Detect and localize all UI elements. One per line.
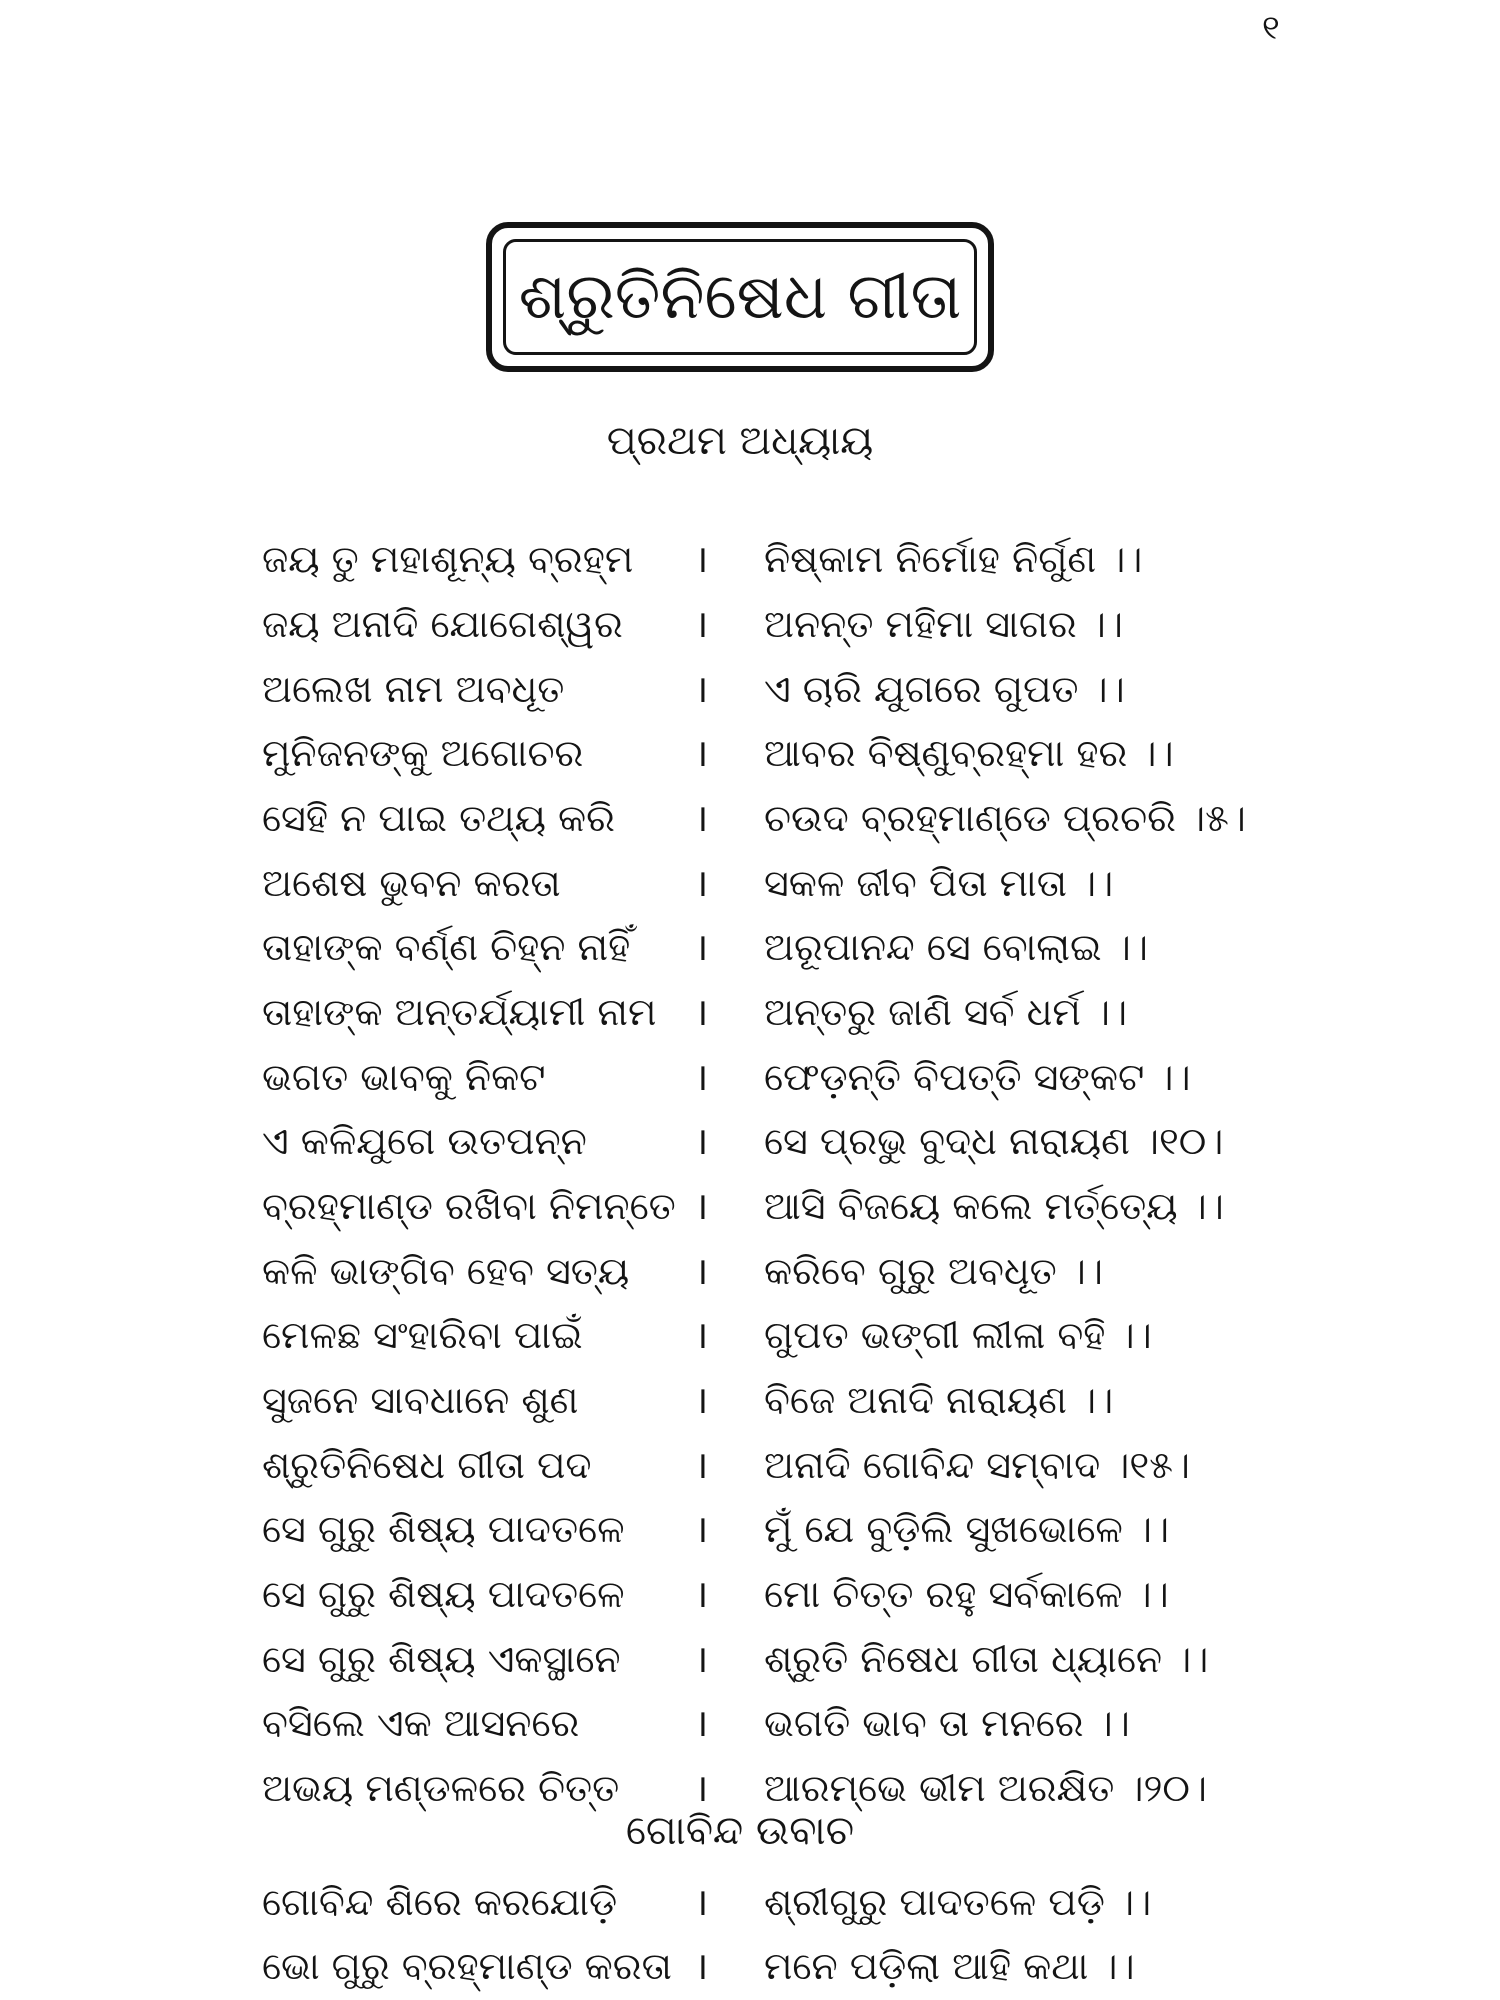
verse-row [262, 1242, 1262, 1300]
verse-row [262, 660, 1262, 718]
verse-second-half: ସକଳ ଜୀବ ପିତା ମାତା ।। [764, 861, 1114, 905]
verse-row [262, 1873, 1262, 1931]
verse-second-half: ଚଉଦ ବ୍ରହ୍ମାଣ୍ଡେ ପ୍ରଚରି ।୫। [764, 796, 1246, 840]
verse-divider: । [694, 1378, 709, 1422]
verse-row [262, 854, 1262, 912]
verse-first-half: ବସିଲେ ଏକ ଆସନରେ [262, 1701, 580, 1745]
verse-first-half: ଭୋ ଗୁରୁ ବ୍ରହ୍ମାଣ୍ଡ କରତା [262, 1944, 672, 1988]
verse-divider: । [694, 602, 709, 646]
verse-second-half: କରିବେ ଗୁରୁ ଅବଧୂତ ।। [764, 1249, 1103, 1293]
verse-divider: । [694, 1880, 709, 1924]
verse-row [262, 1630, 1262, 1688]
verse-divider: । [694, 1249, 709, 1293]
verse-divider: । [694, 731, 709, 775]
verse-first-half: ଏ କଳିଯୁଗେ ଉତପନ୍ନ [262, 1119, 587, 1163]
verse-first-half: ଅଶେଷ ଭୁବନ କରତା [262, 861, 561, 905]
verse-second-half: ଏ ଚାରି ଯୁଗରେ ଗୁପତ ।। [764, 667, 1125, 711]
verse-first-half: ଭଗତ ଭାବକୁ ନିକଟ [262, 1055, 546, 1099]
verse-divider: । [694, 990, 709, 1034]
verse-first-half: ତାହାଙ୍କ ଅନ୍ତର୍ଯ୍ୟାମୀ ନାମ [262, 990, 657, 1034]
verse-row [262, 983, 1262, 1041]
verse-second-half: ଭଗତି ଭାବ ତା ମନରେ ।। [764, 1701, 1130, 1745]
verse-first-half: ମେଳଛ ସଂହାରିବା ପାଇଁ [262, 1313, 583, 1357]
verse-second-half: ମନେ ପଡ଼ିଲା ଆହି କଥା ।। [764, 1944, 1135, 1988]
verse-first-half: ସେ ଗୁରୁ ଶିଷ୍ୟ ପାଦତଳେ [262, 1507, 625, 1551]
verse-divider: । [694, 1572, 709, 1616]
verse-first-half: ସେ ଗୁରୁ ଶିଷ୍ୟ ପାଦତଳେ [262, 1572, 625, 1616]
verse-divider: । [694, 667, 709, 711]
verse-first-half: ସେହି ନ ପାଇ ତଥ୍ୟ କରି [262, 796, 615, 840]
verse-second-half: ଅନନ୍ତ ମହିମା ସାଗର ।। [764, 602, 1123, 646]
verse-row [262, 1112, 1262, 1170]
verse-first-half: ସେ ଗୁରୁ ଶିଷ୍ୟ ଏକସ୍ଥାନେ [262, 1637, 621, 1681]
verse-divider: । [694, 1944, 709, 1988]
verse-second-half: ଆରମ୍ଭେ ଭୀମ ଅରକ୍ଷିତ ।୨୦। [764, 1766, 1208, 1810]
verse-second-half: ଅରୂପାନନ୍ଦ ସେ ବୋଲାଇ ।। [764, 925, 1148, 969]
verse-row [262, 595, 1262, 653]
verse-row [262, 1694, 1262, 1752]
verse-second-half: ମୋ ଚିତ୍ତ ରହୁ ସର୍ବକାଳେ ।। [764, 1572, 1169, 1616]
verse-second-half: ଶ୍ରୀଗୁରୁ ପାଦତଳେ ପଡ଼ି ।। [764, 1880, 1152, 1924]
verse-first-half: କଳି ଭାଙ୍ଗିବ ହେବ ସତ୍ୟ [262, 1249, 630, 1293]
verse-divider: । [694, 861, 709, 905]
title-box [486, 222, 994, 372]
verse-second-half: ନିଷ୍କାମ ନିର୍ମୋହ ନିର୍ଗୁଣ ।। [764, 537, 1143, 581]
verse-divider: । [694, 1443, 709, 1487]
verse-first-half: ତାହାଙ୍କ ବର୍ଣ୍ଣ ଚିହ୍ନ ନାହିଁ [262, 925, 631, 969]
verse-row [262, 530, 1262, 588]
verse-first-half: ଜୟ ତୁ ମହାଶୂନ୍ୟ ବ୍ରହ୍ମ [262, 537, 634, 581]
verse-divider: । [694, 1313, 709, 1357]
verse-row [262, 1177, 1262, 1235]
verse-divider: । [694, 1701, 709, 1745]
verse-divider: । [694, 1766, 709, 1810]
verse-second-half: ଶ୍ରୁତି ନିଷେଧ ଗୀତା ଧ୍ୟାନେ ।। [764, 1637, 1209, 1681]
verse-divider: । [694, 1184, 709, 1228]
verse-first-half: ବ୍ରହ୍ମାଣ୍ଡ ରଖିବା ନିମନ୍ତେ [262, 1184, 676, 1228]
verse-row [262, 1937, 1262, 1995]
verse-second-half: ଅନାଦି ଗୋବିନ୍ଦ ସମ୍ବାଦ ।୧୫। [764, 1443, 1191, 1487]
verse-row [262, 918, 1262, 976]
page-title: ଶ୍ରୁତିନିଷେଧ ଗୀତା [518, 260, 962, 334]
title-inner-frame [503, 239, 977, 355]
page-number: ୧ [1262, 8, 1280, 48]
verse-second-half: ଗୁପତ ଭଙ୍ଗୀ ଲୀଳା ବହି ।। [764, 1313, 1152, 1357]
verse-first-half: ମୁନିଜନଙ୍କୁ ଅଗୋଚର [262, 731, 584, 775]
chapter-heading: ପ୍ରଥମ ଅଧ୍ୟାୟ [606, 418, 874, 464]
verse-row [262, 1048, 1262, 1106]
verse-row [262, 1306, 1262, 1364]
verse-second-half: ଅନ୍ତରୁ ଜାଣି ସର୍ବ ଧର୍ମ ।। [764, 990, 1128, 1034]
verse-divider: । [694, 1637, 709, 1681]
verse-first-half: ଜୟ ଅନାଦି ଯୋଗେଶ୍ୱର [262, 602, 623, 646]
verse-divider: । [694, 1119, 709, 1163]
verse-row [262, 1565, 1262, 1623]
verse-first-half: ଅଲେଖ ନାମ ଅବଧୂତ [262, 667, 565, 711]
verse-second-half: ସେ ପ୍ରଭୁ ବୁଦ୍ଧ ନାରାୟଣ ।୧୦। [764, 1119, 1224, 1163]
verse-first-half: ଅଭୟ ମଣ୍ଡଳରେ ଚିତ୍ତ [262, 1766, 620, 1810]
verse-second-half: ଆବର ବିଷ୍ଣୁବ୍ରହ୍ମା ହର ।। [764, 731, 1174, 775]
verse-row [262, 724, 1262, 782]
verse-row [262, 1371, 1262, 1429]
verse-first-half: ସୁଜନେ ସାବଧାନେ ଶୁଣ [262, 1378, 579, 1422]
verse-row [262, 789, 1262, 847]
verse-divider: । [694, 796, 709, 840]
verse-row [262, 1500, 1262, 1558]
verse-divider: । [694, 537, 709, 581]
verse-row [262, 1436, 1262, 1494]
verse-first-half: ଶ୍ରୁତିନିଷେଧ ଗୀତା ପଦ [262, 1443, 592, 1487]
verse-second-half: ବିଜେ ଅନାଦି ନାରାୟଣ ।। [764, 1378, 1114, 1422]
verse-divider: । [694, 1055, 709, 1099]
verse-second-half: ମୁଁ ଯେ ବୁଡ଼ିଲି ସୁଖଭୋଳେ ।। [764, 1507, 1170, 1551]
section-heading: ଗୋବିନ୍ଦ ଉବାଚ [625, 1808, 855, 1854]
verse-divider: । [694, 1507, 709, 1551]
verse-divider: । [694, 925, 709, 969]
verse-second-half: ଆସି ବିଜୟେ କଲେ ମର୍ତ୍ତ୍ୟେ ।। [764, 1184, 1224, 1228]
verse-first-half: ଗୋବିନ୍ଦ ଶିରେ କରଯୋଡ଼ି [262, 1880, 618, 1924]
verse-second-half: ଫେଡ଼ନ୍ତି ବିପତ୍ତି ସଙ୍କଟ ।। [764, 1055, 1191, 1099]
